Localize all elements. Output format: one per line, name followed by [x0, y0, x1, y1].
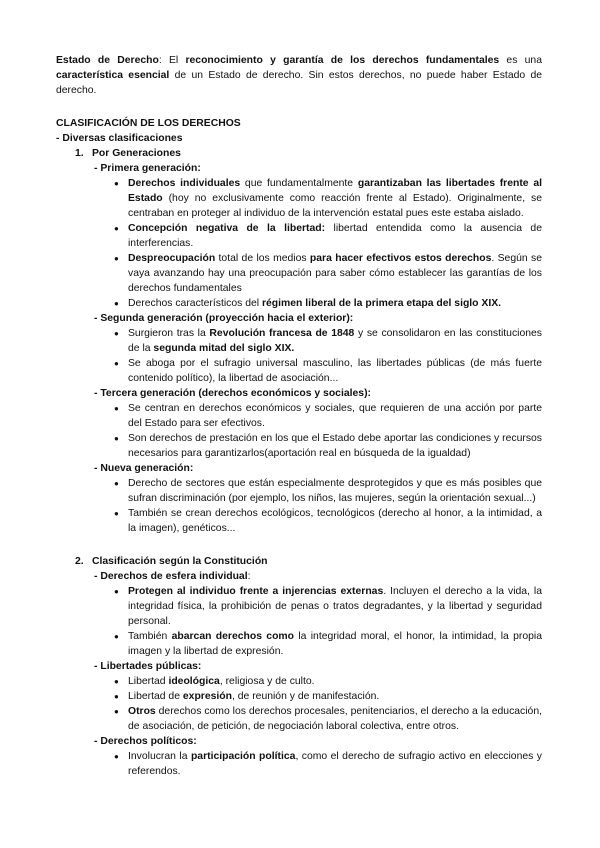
list-item: ● Otros derechos como los derechos procesales, penitenciarios, el derecho a la educación, de asociación, de petición, de negociación laboral colectiva, entre otros. — [114, 706, 542, 732]
subheading-third-generation: - Tercera generación (derechos económicos y sociales): — [94, 388, 371, 399]
list-item: ● Surgieron tras la Revolución francesa de 1848 y se consolidaron en las constituciones de la segunda mitad del siglo XIX. — [114, 328, 542, 354]
numbered-heading-generations: 1. Por Generaciones — [75, 148, 181, 159]
list-item: ● También se crean derechos ecológicos, tecnológicos (derecho al honor, a la intimidad, a la imagen), genéticos... — [114, 508, 542, 534]
bullet-icon: ● — [114, 707, 119, 716]
bullet-icon: ● — [114, 479, 119, 488]
spacer — [56, 536, 542, 554]
list-item: ● Libertad ideológica, religiosa y de culto. — [114, 676, 315, 687]
bullet-icon: ● — [114, 509, 119, 518]
subheading-public-liberties: - Libertades públicas: — [94, 661, 202, 672]
list-item: ● Involucran la participación política, como el derecho de sufragio activo en elecciones y referendos. — [114, 751, 542, 777]
bullet-icon: ● — [114, 677, 119, 686]
bullet-icon: ● — [114, 752, 119, 761]
intro-paragraph: Estado de Derecho: El reconocimiento y garantía de los derechos fundamentales es una característica esencial de un Estado de derecho. Sin estos derechos, no puede haber Estado de derecho. — [56, 55, 542, 96]
subheading-new-generation: - Nueva generación: — [94, 463, 194, 474]
list-item: ● Se aboga por el sufragio universal masculino, las libertades públicas (de más fuerte contenido político), la libertad de asociación... — [114, 358, 542, 384]
list-item: ● Derecho de sectores que están especialmente desprotegidos y que es más posibles que sufran discriminación (por ejemplo, los niños, las mujeres, según la orientación sexual...) — [114, 478, 542, 504]
list-item: ● También abarcan derechos como la integridad moral, el honor, la intimidad, la propia imagen y la libertad de expresión. — [114, 631, 542, 657]
bullet-icon: ● — [114, 179, 119, 188]
bullet-icon: ● — [114, 329, 119, 338]
bullet-icon: ● — [114, 359, 119, 368]
list-item: ● Protegen al individuo frente a injerencias externas. Incluyen el derecho a la vida, la integridad física, la prohibición de penas o tratos degradantes, y la libertad y seguridad personal. — [114, 586, 542, 627]
section-subtitle: - Diversas clasificaciones — [56, 133, 183, 144]
bullet-icon: ● — [114, 587, 119, 596]
section-title: CLASIFICACIÓN DE LOS DERECHOS — [56, 118, 241, 129]
intro-term: Estado de Derecho — [56, 55, 159, 66]
subheading-individual-rights: - Derechos de esfera individual: — [94, 571, 251, 582]
list-item: ● Despreocupación total de los medios para hacer efectivos estos derechos. Según se vaya avanzando hay una preocupación para saber cómo establecer las garantías de los derechos fundamentales — [114, 253, 542, 294]
numbered-heading-constitution: 2. Clasificación según la Constitución — [75, 556, 268, 567]
bullet-icon: ● — [114, 299, 119, 308]
bullet-icon: ● — [114, 224, 119, 233]
list-item: ● Son derechos de prestación en los que el Estado debe aportar las condiciones y recursos necesarios para garantizarlos(aportación real en búsqueda de la igualdad) — [114, 433, 542, 459]
bullet-icon: ● — [114, 254, 119, 263]
subheading-second-generation: - Segunda generación (proyección hacia el exterior): — [94, 313, 354, 324]
subheading-political-rights: - Derechos políticos: — [94, 736, 197, 747]
list-item: ● Libertad de expresión, de reunión y de manifestación. — [114, 691, 380, 702]
list-item: ● Derechos individuales que fundamentalmente garantizaban las libertades frente al Estado (hoy no exclusivamente como reacción frente al Estado). Originalmente, se centraban en proteger al individuo de la intervención estatal pues este estaba aislado. — [114, 178, 543, 219]
subheading-first-generation: - Primera generación: — [94, 163, 201, 174]
bullet-icon: ● — [114, 404, 119, 413]
bullet-icon: ● — [114, 632, 119, 641]
bullet-icon: ● — [114, 434, 119, 443]
list-item: ● Derechos característicos del régimen liberal de la primera etapa del siglo XIX. — [114, 298, 502, 309]
list-item: ● Se centran en derechos económicos y sociales, que requieren de una acción por parte del Estado para ser efectivos. — [114, 403, 542, 429]
bullet-icon: ● — [114, 692, 119, 701]
list-item: ● Concepción negativa de la libertad: libertad entendida como la ausencia de interferencias. — [114, 223, 542, 249]
